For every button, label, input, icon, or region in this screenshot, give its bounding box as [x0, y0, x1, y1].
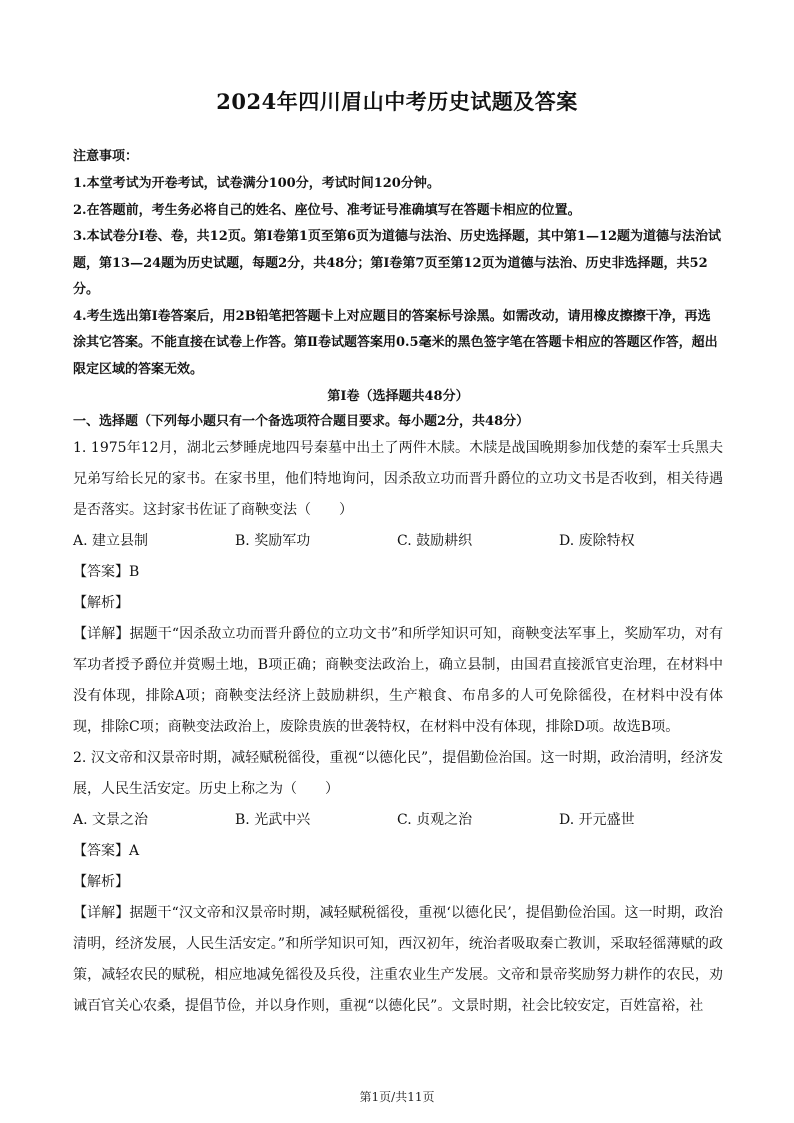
question-1	[73, 433, 723, 743]
notice-item: 2.在答题前，考生务必将自己的姓名、座位号、准考证号准确填写在答题卡相应的位置。	[73, 202, 581, 218]
notice-item: 4.考生选出第Ⅰ卷答案后，用2B铅笔把答题卡上对应题目的答案标号涂黑。如需改动，请用橡皮擦擦干净，再选涂其它答案。不能直接在试卷上作答。第Ⅱ卷试题答案用0.5毫米的黑色签字笔在答题卡相应的答题区作答，超出限定区域的答案无效。	[73, 308, 718, 377]
question-text: 1. 1975年12月，湖北云梦睡虎地四号秦墓中出土了两件木牍。木牍是战国晚期参加伐楚的秦军士兵黑夫兄弟写给长兄的家书。在家书里，他们特地询问，因杀敌立功而晋升爵位的立功文书是否收到，相关待遇是否落实。这封家书佐证了商鞅变法（ ）	[73, 440, 723, 518]
analysis-label: 【解析】	[73, 595, 129, 611]
option-a: A. 文景之治	[73, 812, 149, 828]
question-options	[73, 805, 723, 836]
analysis-label: 【解析】	[73, 874, 129, 890]
detail-explanation: 【详解】据题干“汉文帝和汉景帝时期，减轻赋税徭役，重视‘以德化民’，提倡勤俭治国。这一时期，政治清明，经济发展，人民生活安定。”和所学知识可知，西汉初年，统治者吸取秦亡教训，采取轻徭薄赋的政策，减轻农民的赋税，相应地减免徭役及兵役，注重农业生产发展。文帝和景帝奖励努力耕作的农民，劝诫百官关心农桑，提倡节俭，并以身作则，重视“以德化民”。文景时期，社会比较安定，百姓富裕，社	[73, 905, 723, 1014]
notice-list	[73, 171, 723, 383]
answer-label: 【答案】A	[73, 843, 140, 859]
notice-item: 1.本堂考试为开卷考试，试卷满分100分，考试时间120分钟。	[73, 176, 440, 191]
option-d: D. 废除特权	[559, 533, 635, 549]
option-b: B. 光武中兴	[235, 812, 311, 828]
option-b: B. 奖励军功	[235, 533, 311, 549]
page-number: 第1页/共11页	[359, 1090, 435, 1104]
answer-label: 【答案】B	[73, 564, 140, 580]
detail-explanation: 【详解】据题干“因杀敌立功而晋升爵位的立功文书”和所学知识可知，商鞅变法军事上，奖励军功，对有军功者授予爵位并赏赐土地，B项正确；商鞅变法政治上，确立县制，由国君直接派官吏治理，在材料中没有体现，排除A项；商鞅变法经济上鼓励耕织，生产粮食、布帛多的人可免除徭役，在材料中没有体现，排除C项；商鞅变法政治上，废除贵族的世袭特权，在材料中没有体现，排除D项。故选B项。	[73, 626, 723, 735]
question-options	[73, 526, 723, 557]
section-title: 第Ⅰ卷（选择题共48分）	[327, 389, 469, 404]
document-title: 2024年四川眉山中考历史试题及答案	[216, 89, 578, 114]
document-body	[73, 143, 723, 1022]
question-text: 2. 汉文帝和汉景帝时期，减轻赋税徭役，重视“以德化民”，提倡勤俭治国。这一时期，政治清明，经济发展，人民生活安定。历史上称之为（ ）	[73, 750, 723, 797]
option-a: A. 建立县制	[73, 533, 149, 549]
option-c: C. 贞观之治	[397, 812, 473, 828]
notice-item: 3.本试卷分Ⅰ卷、卷，共12页。第Ⅰ卷第1页至第6页为道德与法治、历史选择题，其中第1—12题为道德与法治试题，第13—24题为历史试题，每题2分，共48分；第Ⅰ卷第7页至第12页为道德与法治、历史非选择题，共52分。	[73, 229, 722, 297]
option-c: C. 鼓励耕织	[397, 533, 473, 549]
option-d: D. 开元盛世	[559, 812, 635, 828]
question-2	[73, 743, 723, 1022]
notice-heading: 注意事项：	[73, 149, 139, 164]
section-instruction: 一、选择题（下列每小题只有一个备选项符合题目要求。每小题2分，共48分）	[73, 414, 530, 429]
